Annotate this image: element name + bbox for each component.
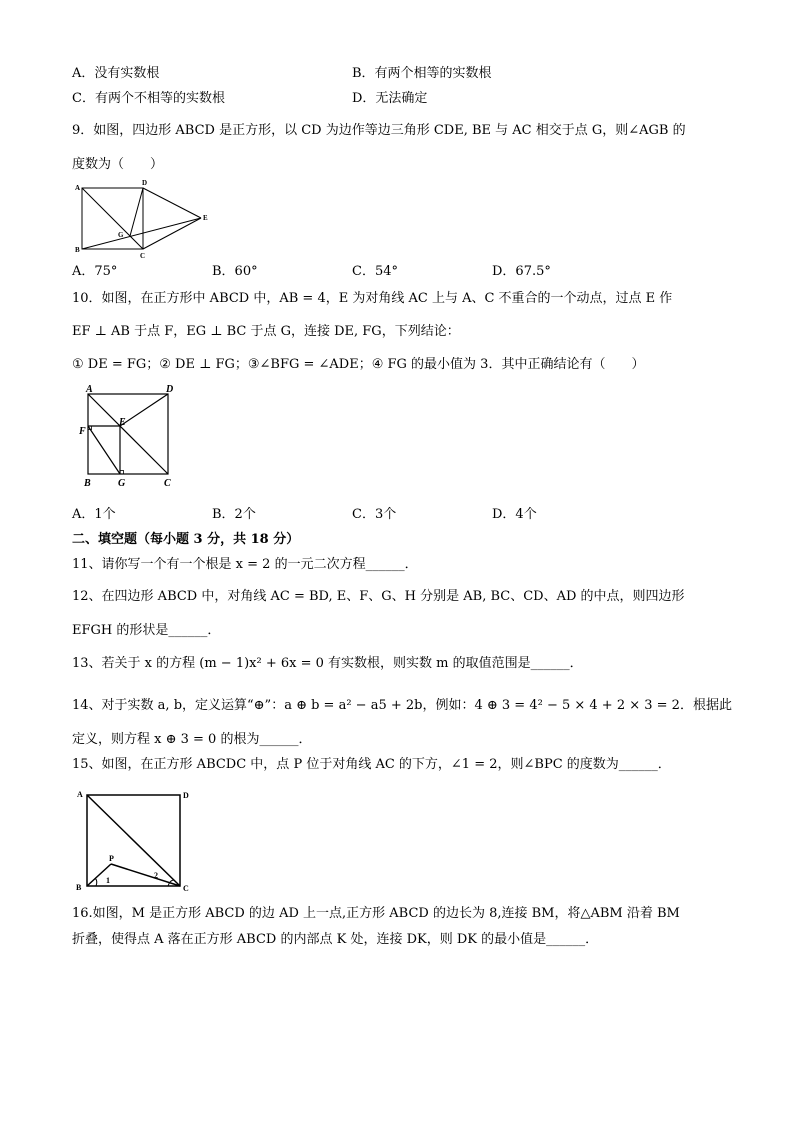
question-14-line2: 定义，则方程 x ⊕ 3 = 0 的根为______． <box>72 732 312 747</box>
label-g: G <box>118 231 124 239</box>
label-c: C <box>183 884 189 893</box>
option-8a: A．没有实数根 <box>72 66 160 81</box>
label-p: P <box>109 854 114 863</box>
question-16-line1: 16.如图，M 是正方形 ABCD 的边 AD 上一点,正方形 ABCD 的边长为 8,连接 BM，将△ABM 沿着 BM <box>72 906 680 921</box>
option-10c: C．3个 <box>352 507 397 522</box>
option-8b: B．有两个相等的实数根 <box>352 66 492 81</box>
label-a: A <box>77 790 83 799</box>
label-d: D <box>142 179 148 187</box>
question-13: 13、若关于 x 的方程 (m − 1)x² + 6x = 0 有实数根，则实数 m 的取值范围是______． <box>72 656 583 671</box>
option-8c: C．有两个不相等的实数根 <box>72 91 225 106</box>
figure-q10 <box>76 382 186 492</box>
section-title: 二、填空题（每小题 3 分，共 18 分） <box>72 532 300 547</box>
option-10a: A．1个 <box>72 507 116 522</box>
label-e: E <box>119 417 126 428</box>
question-9-line1: 9．如图，四边形 ABCD 是正方形，以 CD 为边作等边三角形 CDE, BE 与 AC 相交于点 G，则∠AGB 的 <box>72 123 686 138</box>
figure-q9 <box>70 178 220 263</box>
label-b: B <box>76 883 82 892</box>
question-10-line1: 10．如图，在正方形中 ABCD 中，AB = 4，E 为对角线 AC 上与 A、C 不重合的一个动点，过点 E 作 <box>72 291 673 306</box>
option-9b: B．60° <box>212 264 258 279</box>
option-10b: B．2个 <box>212 507 256 522</box>
label-d: D <box>166 384 174 395</box>
label-a: A <box>86 384 93 395</box>
option-10d: D．4个 <box>492 507 537 522</box>
question-10-line2: EF ⊥ AB 于点 F，EG ⊥ BC 于点 G，连接 DE, FG，下列结论： <box>72 324 460 339</box>
question-10-line3: ① DE = FG；② DE ⊥ FG；③∠BFG = ∠ADE；④ FG 的最小值为 3．其中正确结论有（ ） <box>72 357 645 372</box>
label-f: F <box>79 426 86 437</box>
question-12-line2: EFGH 的形状是______． <box>72 623 221 638</box>
figure-q15 <box>74 788 196 894</box>
option-8d: D．无法确定 <box>352 91 428 106</box>
question-12-line1: 12、在四边形 ABCD 中，对角线 AC = BD, E、F、G、H 分别是 AB, BC、CD、AD 的中点，则四边形 <box>72 589 685 604</box>
label-e: E <box>203 214 208 222</box>
question-9-line2: 度数为（ ） <box>72 157 164 172</box>
option-9a: A．75° <box>72 264 118 279</box>
question-15: 15、如图，在正方形 ABCDC 中，点 P 位于对角线 AC 的下方，∠1 = 2，则∠BPC 的度数为______． <box>72 757 671 772</box>
label-b: B <box>75 246 80 254</box>
label-a: A <box>75 184 81 192</box>
label-c: C <box>140 252 146 260</box>
label-b: B <box>84 478 91 489</box>
question-11: 11、请你写一个有一个根是 x = 2 的一元二次方程______． <box>72 557 418 572</box>
question-16-line2: 折叠，使得点 A 落在正方形 ABCD 的内部点 K 处，连接 DK，则 DK 的最小值是______． <box>72 932 599 947</box>
label-angle-2: 2 <box>154 871 158 880</box>
label-c: C <box>164 478 171 489</box>
label-angle-1: 1 <box>106 876 110 885</box>
option-9c: C．54° <box>352 264 398 279</box>
option-9d: D．67.5° <box>492 264 551 279</box>
label-g: G <box>118 478 126 489</box>
label-d: D <box>183 791 189 800</box>
question-14-line1: 14、对于实数 a, b，定义运算“⊕”：a ⊕ b = a² − a5 + 2b，例如：4 ⊕ 3 = 4² − 5 × 4 + 2 × 3 = 2．根据此 <box>72 698 732 713</box>
